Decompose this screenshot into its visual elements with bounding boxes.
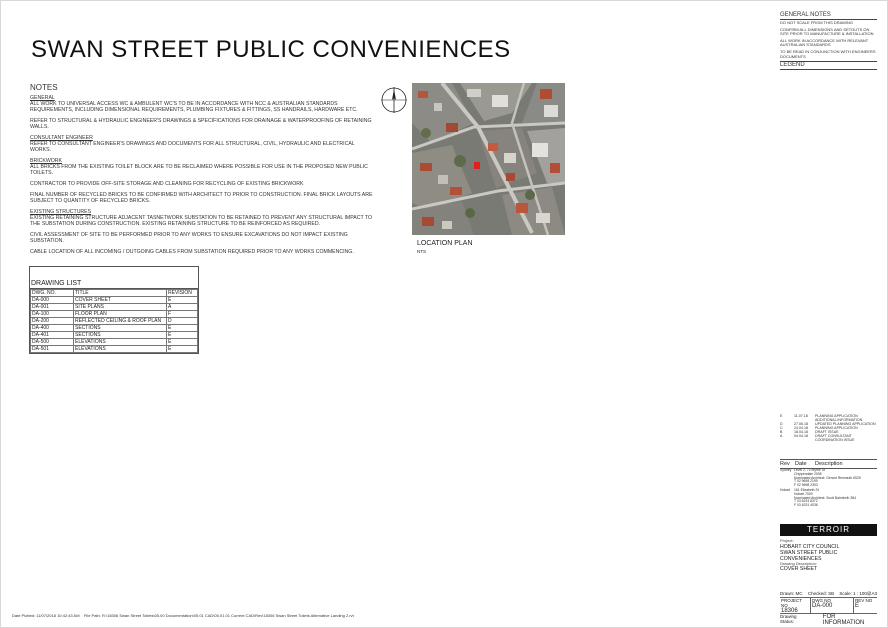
office-line: Chippendale 2008 xyxy=(794,471,822,476)
office-line: T 03 6234 8372 xyxy=(794,499,818,504)
table-cell: DA-001 xyxy=(31,304,74,311)
page-title: SWAN STREET PUBLIC CONVENIENCES xyxy=(31,36,511,63)
rev-description: UPDATED PLANNING APPLICATION xyxy=(815,422,876,426)
rev-description: DRAFT ISSUE xyxy=(815,430,839,434)
title-block xyxy=(780,591,877,614)
notes-paragraph: ALL WORK TO UNIVERSAL ACCESS WC & AMBULENT WC'S TO BE IN ACCORDANCE WITH NCC & AUSTRALIAN STANDARDS REQUIREMENTS, INCLUDING DIMENSIONAL REQUIREMENTS, PLUMBING FIXTURES & FITTINGS, SS HANDRAILS, HARDWARE ETC. xyxy=(30,101,358,113)
table-cell: REFLECTED CEILING & ROOF PLAN xyxy=(74,318,167,325)
office-line: Nominated Architect: Scott Balmforth 384 xyxy=(794,495,857,500)
rev-description: DRAFT CONSULTANT COORDINATION ISSUE xyxy=(815,434,855,442)
drawing-scale: Scale: 1 : 100@A3 xyxy=(839,591,877,596)
table-cell: DA-000 xyxy=(31,297,74,304)
table-row xyxy=(31,297,198,304)
description-header: Description xyxy=(815,461,843,467)
plot-footer xyxy=(12,613,354,618)
rev-letter: B xyxy=(780,430,783,434)
drawing-description: COVER SHEET xyxy=(780,566,818,572)
project-line: HOBART CITY COUNCIL xyxy=(780,543,840,550)
table-cell: E xyxy=(167,297,198,304)
location-aerial-image xyxy=(412,83,565,235)
table-header-row xyxy=(31,290,198,297)
rev-letter: A xyxy=(780,434,783,438)
notes-block xyxy=(30,83,375,260)
file-path: File Path: R:\18306 Swan Street Toilets\05.00 Documentation\05.01 CAD\05.01.01 Current CAD\Rev\18306 Swan Street Toilets Alternative Landing 2.rvt xyxy=(83,613,354,618)
office-line: F 03 6231 4036 xyxy=(794,503,818,508)
table-cell: A xyxy=(167,304,198,311)
general-note: ALL WORK IN ACCORDANCE WITH RELEVANT AUSTRALIAN STANDARDS xyxy=(780,37,869,48)
table-cell: COVER SHEET xyxy=(74,297,167,304)
table-cell: DA-100 xyxy=(31,311,74,318)
checked-by: Checked: SB xyxy=(807,591,835,596)
rev-no-label: REV NO xyxy=(855,598,873,603)
rev-header: Rev xyxy=(780,461,790,467)
drawing-description-label: Drawing Description: xyxy=(780,560,817,566)
table-row xyxy=(31,332,198,339)
notes-paragraph: FINAL NUMBER OF RECYCLED BRICKS TO BE CONFIRMED WITH ARCHITECT TO PRIOR TO CONSTRUCTION. FINAL BRICK LAYOUTS ARE SUBJECT TO QUANTITY OF RECYCLED BRICKS. xyxy=(30,192,373,204)
general-note: TO BE READ IN CONJUNCTION WITH ENGINEERS DOCUMENTS xyxy=(780,48,876,59)
table-cell: FLOOR PLAN xyxy=(74,311,167,318)
dwg-no: DA-000 xyxy=(812,603,833,609)
project-info xyxy=(780,539,877,572)
notes-paragraph: ALL BRICKS FROM THE EXISTING TOILET BLOCK ARE TO BE RECLAIMED WHERE POSSIBLE FOR USE IN THE PROPOSED NEW PUBLIC TOILETS. xyxy=(30,164,368,176)
general-notes xyxy=(780,12,877,70)
table-cell: ELEVATIONS xyxy=(74,346,167,353)
rev-date: 04.04.18 xyxy=(794,434,808,438)
table-header: DWG. NO. xyxy=(31,290,74,297)
rev-date: 24.04.18 xyxy=(794,426,808,430)
rev-date: 11.07.18 xyxy=(794,414,808,418)
table-row xyxy=(31,304,198,311)
revision-row xyxy=(780,414,877,422)
office-city: Hobart xyxy=(780,487,791,492)
office-line: F 02 9698 2393 xyxy=(794,483,818,488)
rev-letter: E xyxy=(780,414,783,418)
general-note: CONFIRM ALL DIMENSIONS AND SETOUTS ON SITE PRIOR TO MANUFACTURE & INSTALLATION xyxy=(780,26,874,37)
rev-description: PLANNING APPLICATION xyxy=(815,426,858,430)
notes-paragraph: CIVIL ASSESSMENT OF SITE TO BE PERFORMED PRIOR TO ANY WORKS TO ENSURE EXCAVATIONS DO NOT IMPACT EXISTING SUBSTATION. xyxy=(30,232,348,244)
table-cell: SECTIONS xyxy=(74,325,167,332)
project-line: SWAN STREET PUBLIC xyxy=(780,549,838,556)
table-cell: D xyxy=(167,318,198,325)
table-cell: SITE PLANS xyxy=(74,304,167,311)
date-header: Date xyxy=(795,461,807,467)
project-no-label: PROJECT NO xyxy=(781,598,802,608)
table-header: TITLE xyxy=(74,290,167,297)
legend-title: LEGEND xyxy=(780,61,877,70)
office-sydney xyxy=(780,469,877,488)
office-line: 161 Elizabeth St xyxy=(794,487,819,492)
table-cell: E xyxy=(167,325,198,332)
north-arrow-icon xyxy=(381,87,407,113)
drawing-list-table xyxy=(30,289,198,353)
office-addresses xyxy=(780,469,877,509)
project-no: 18306 xyxy=(781,608,798,614)
rev-date: 27.06.18 xyxy=(794,422,808,426)
office-city: Sydney xyxy=(780,468,792,472)
general-notes-title: GENERAL NOTES xyxy=(780,12,877,20)
office-line: Level 2, 72 Myrtle St xyxy=(794,468,825,472)
rev-letter: C xyxy=(780,426,783,430)
drawing-status-label: Drawing Status: xyxy=(780,614,797,624)
office-line: Hobart 7000 xyxy=(794,491,813,496)
drawing-list xyxy=(29,266,199,354)
rev-description: PLANNING APPLICATION ADDITIONAL INFORMATION xyxy=(815,414,863,422)
rev-date: 18.04.18 xyxy=(794,430,808,434)
general-note: DO NOT SCALE FROM THIS DRAWING xyxy=(780,20,854,25)
dwg-no-label: DWG NO xyxy=(812,598,831,603)
table-row xyxy=(31,318,198,325)
project-label: Project: xyxy=(780,538,794,543)
table-cell: E xyxy=(167,332,198,339)
table-row xyxy=(31,311,198,318)
firm-logo: TERROIR xyxy=(780,524,877,536)
location-plan-label: LOCATION PLAN xyxy=(417,240,473,247)
drawn-by: Drawn: MC xyxy=(780,591,803,596)
table-cell: DA-501 xyxy=(31,346,74,353)
table-cell: DA-400 xyxy=(31,325,74,332)
notes-paragraph: CONTRACTOR TO PROVIDE OFF-SITE STORAGE AND CLEANING FOR RECYCLING OF EXISTING BRICKWORK xyxy=(30,181,304,187)
drawing-status xyxy=(780,613,877,626)
drawing-status-value: FOR INFORMATION xyxy=(822,614,865,626)
notes-paragraph: EXISTING RETAINING STRUCTURE ADJACENT TASNETWORK SUBSTATION TO BE RETAINED TO PREVENT ANY STRUCTURAL IMPACT TO THE SUBSTATION DURING CONSTRUCTION. EXISTING RETAINING STRUCTURE TO BE REINFORCED AS REQUIRED. xyxy=(30,215,373,227)
notes-paragraph: CABLE LOCATION OF ALL INCOMING / OUTGOING CABLES FROM SUBSTATION REQUIRED PRIOR TO ANY WORKS COMMENCING. xyxy=(30,249,354,255)
table-row xyxy=(31,346,198,353)
office-hobart xyxy=(780,489,877,508)
table-cell: DA-500 xyxy=(31,339,74,346)
drawing-list-title: DRAWING LIST xyxy=(30,267,198,289)
notes-heading: NOTES xyxy=(30,83,58,92)
office-line: T 02 9698 2199 xyxy=(794,479,818,484)
table-cell: DA-200 xyxy=(31,318,74,325)
table-cell: SECTIONS xyxy=(74,332,167,339)
table-cell: E xyxy=(167,346,198,353)
revision-row xyxy=(780,434,877,442)
location-plan-scale: NTS xyxy=(417,249,426,254)
notes-sub-general: GENERAL xyxy=(30,95,55,101)
notes-paragraph: REFER TO STRUCTURAL & HYDRAULIC ENGINEER'S DRAWINGS & SPECIFICATIONS FOR DRAINAGE & WATERPROOFING OF RETAINING WALLS. xyxy=(30,118,372,130)
notes-sub-existing: EXISTING STRUCTURES xyxy=(30,209,92,215)
rev-no: E xyxy=(855,603,860,609)
notes-sub-brickwork: BRICKWORK xyxy=(30,158,62,164)
rev-letter: D xyxy=(780,422,783,426)
notes-paragraph: REFER TO CONSULTANT ENGINEER'S DRAWINGS AND DOCUMENTS FOR ALL STRUCTURAL, CIVIL, HYDRAULIC AND ELECTRICAL WORKS. xyxy=(30,141,355,153)
table-cell: ELEVATIONS xyxy=(74,339,167,346)
date-plotted: Date Plotted: 11/07/2018 10:42:43 AM xyxy=(12,613,80,618)
office-line: Nominated Architect: Gerard Reinmuth 6529 xyxy=(794,475,861,480)
table-header: REVISION xyxy=(167,290,198,297)
notes-sub-consultant: CONSULTANT ENGINEER xyxy=(30,135,93,141)
table-cell: DA-401 xyxy=(31,332,74,339)
table-row xyxy=(31,339,198,346)
table-cell: F xyxy=(167,311,198,318)
project-line: CONVENIENCES xyxy=(780,555,822,562)
revision-list xyxy=(780,414,877,442)
table-cell: E xyxy=(167,339,198,346)
table-row xyxy=(31,325,198,332)
